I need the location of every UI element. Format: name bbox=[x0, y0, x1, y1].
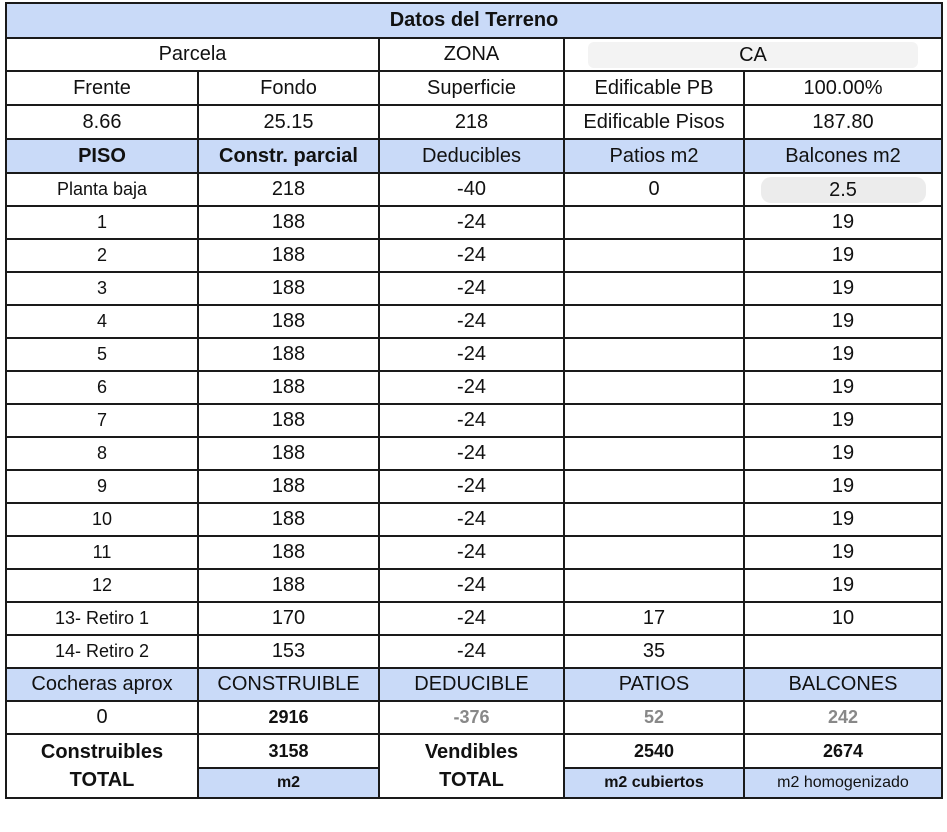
balcones-cell[interactable]: 19 bbox=[744, 536, 942, 569]
terrain-data-table bbox=[5, 2, 943, 799]
deducibles-cell[interactable]: -24 bbox=[379, 536, 564, 569]
patios-cell[interactable] bbox=[564, 239, 744, 272]
vendibles-label: Vendibles bbox=[424, 741, 519, 763]
deducibles-cell[interactable]: -40 bbox=[379, 173, 564, 206]
table-row bbox=[6, 536, 942, 569]
constr-parcial-cell[interactable]: 188 bbox=[198, 404, 379, 437]
constr-parcial-cell[interactable]: 170 bbox=[198, 602, 379, 635]
piso-cell[interactable]: 2 bbox=[6, 239, 198, 272]
construible-value[interactable]: 2916 bbox=[198, 701, 379, 734]
construibles-unit[interactable]: m2 bbox=[198, 768, 379, 798]
patios-cell[interactable] bbox=[564, 305, 744, 338]
constr-parcial-cell[interactable]: 188 bbox=[198, 338, 379, 371]
edificable-pisos-label[interactable]: Edificable Pisos bbox=[564, 105, 744, 139]
cubiertos-unit[interactable]: m2 cubiertos bbox=[564, 768, 744, 798]
balcones-cell[interactable] bbox=[744, 173, 942, 206]
constr-parcial-header[interactable]: Constr. parcial bbox=[198, 139, 379, 173]
deducibles-cell[interactable]: -24 bbox=[379, 602, 564, 635]
constr-parcial-cell[interactable]: 188 bbox=[198, 470, 379, 503]
constr-parcial-cell[interactable]: 188 bbox=[198, 569, 379, 602]
piso-cell[interactable]: 10 bbox=[6, 503, 198, 536]
fondo-value[interactable]: 25.15 bbox=[198, 105, 379, 139]
constr-parcial-cell[interactable]: 188 bbox=[198, 239, 379, 272]
patios-cell[interactable]: 0 bbox=[564, 173, 744, 206]
deducibles-cell[interactable]: -24 bbox=[379, 503, 564, 536]
table-row bbox=[6, 272, 942, 305]
table-row bbox=[6, 305, 942, 338]
piso-cell[interactable]: 7 bbox=[6, 404, 198, 437]
balcones-cell[interactable]: 19 bbox=[744, 503, 942, 536]
patios-cell[interactable] bbox=[564, 338, 744, 371]
patios-cell[interactable] bbox=[564, 404, 744, 437]
sheet-title[interactable]: Datos del Terreno bbox=[6, 3, 942, 38]
frente-value[interactable]: 8.66 bbox=[6, 105, 198, 139]
constr-parcial-cell[interactable]: 218 bbox=[198, 173, 379, 206]
deducibles-cell[interactable]: -24 bbox=[379, 272, 564, 305]
fondo-header[interactable]: Fondo bbox=[198, 71, 379, 105]
balcones-sum-header[interactable]: BALCONES bbox=[744, 668, 942, 701]
balcones-cell[interactable]: 19 bbox=[744, 404, 942, 437]
constr-parcial-cell[interactable]: 188 bbox=[198, 437, 379, 470]
vendibles-total-label[interactable] bbox=[379, 734, 564, 798]
piso-cell[interactable]: 11 bbox=[6, 536, 198, 569]
patios-sum-value[interactable]: 52 bbox=[564, 701, 744, 734]
zona-value-cell[interactable] bbox=[564, 38, 942, 71]
edificable-pb-value[interactable]: 100.00% bbox=[744, 71, 942, 105]
table-row bbox=[6, 173, 942, 206]
deducibles-cell[interactable]: -24 bbox=[379, 305, 564, 338]
balcones-cell[interactable]: 19 bbox=[744, 239, 942, 272]
table-row bbox=[6, 470, 942, 503]
piso-cell[interactable]: 8 bbox=[6, 437, 198, 470]
zona-label[interactable]: ZONA bbox=[379, 38, 564, 71]
zona-value: CA bbox=[588, 42, 918, 68]
patios-cell[interactable] bbox=[564, 206, 744, 239]
balcones-pb-value: 2.5 bbox=[761, 177, 926, 203]
constr-parcial-cell[interactable]: 188 bbox=[198, 536, 379, 569]
table-row bbox=[6, 371, 942, 404]
deducibles-cell[interactable]: -24 bbox=[379, 404, 564, 437]
homogenizado-total-value[interactable]: 2674 bbox=[744, 734, 942, 768]
deducible-value[interactable]: -376 bbox=[379, 701, 564, 734]
table-row bbox=[6, 635, 942, 668]
table-row bbox=[6, 338, 942, 371]
balcones-cell[interactable]: 19 bbox=[744, 437, 942, 470]
superficie-value[interactable]: 218 bbox=[379, 105, 564, 139]
constr-parcial-cell[interactable]: 188 bbox=[198, 305, 379, 338]
cocheras-value[interactable]: 0 bbox=[6, 701, 198, 734]
balcones-cell[interactable] bbox=[744, 635, 942, 668]
constr-parcial-cell[interactable]: 153 bbox=[198, 635, 379, 668]
piso-cell[interactable]: 14- Retiro 2 bbox=[6, 635, 198, 668]
patios-cell[interactable] bbox=[564, 272, 744, 305]
deducibles-cell[interactable]: -24 bbox=[379, 206, 564, 239]
deducibles-cell[interactable]: -24 bbox=[379, 437, 564, 470]
piso-cell[interactable]: 1 bbox=[6, 206, 198, 239]
superficie-header[interactable]: Superficie bbox=[379, 71, 564, 105]
balcones-cell[interactable]: 19 bbox=[744, 470, 942, 503]
deducibles-header[interactable]: Deducibles bbox=[379, 139, 564, 173]
patios-cell[interactable]: 17 bbox=[564, 602, 744, 635]
piso-cell[interactable]: 4 bbox=[6, 305, 198, 338]
constr-parcial-cell[interactable]: 188 bbox=[198, 272, 379, 305]
balcones-sum-value[interactable]: 242 bbox=[744, 701, 942, 734]
piso-cell[interactable]: 3 bbox=[6, 272, 198, 305]
constr-parcial-cell[interactable]: 188 bbox=[198, 206, 379, 239]
deducibles-cell[interactable]: -24 bbox=[379, 635, 564, 668]
construible-header[interactable]: CONSTRUIBLE bbox=[198, 668, 379, 701]
table-row bbox=[6, 239, 942, 272]
frente-header[interactable]: Frente bbox=[6, 71, 198, 105]
patios-cell[interactable] bbox=[564, 569, 744, 602]
patios-cell[interactable]: 35 bbox=[564, 635, 744, 668]
parcela-label[interactable]: Parcela bbox=[6, 38, 379, 71]
piso-cell[interactable]: 6 bbox=[6, 371, 198, 404]
deducibles-cell[interactable]: -24 bbox=[379, 371, 564, 404]
patios-header[interactable]: Patios m2 bbox=[564, 139, 744, 173]
piso-cell[interactable]: 5 bbox=[6, 338, 198, 371]
balcones-header[interactable]: Balcones m2 bbox=[744, 139, 942, 173]
patios-cell[interactable] bbox=[564, 437, 744, 470]
piso-cell[interactable]: 13- Retiro 1 bbox=[6, 602, 198, 635]
deducibles-cell[interactable]: -24 bbox=[379, 470, 564, 503]
balcones-cell[interactable]: 19 bbox=[744, 305, 942, 338]
deducibles-cell[interactable]: -24 bbox=[379, 569, 564, 602]
balcones-cell[interactable]: 19 bbox=[744, 272, 942, 305]
deducible-header[interactable]: DEDUCIBLE bbox=[379, 668, 564, 701]
piso-cell[interactable]: 12 bbox=[6, 569, 198, 602]
cocheras-header[interactable]: Cocheras aprox bbox=[6, 668, 198, 701]
edificable-pb-label[interactable]: Edificable PB bbox=[564, 71, 744, 105]
piso-header[interactable]: PISO bbox=[6, 139, 198, 173]
patios-cell[interactable] bbox=[564, 536, 744, 569]
construibles-total-value[interactable]: 3158 bbox=[198, 734, 379, 768]
piso-cell[interactable]: Planta baja bbox=[6, 173, 198, 206]
vendibles-total-word: TOTAL bbox=[439, 769, 504, 791]
construibles-total-label[interactable] bbox=[6, 734, 198, 798]
table-row bbox=[6, 569, 942, 602]
balcones-cell[interactable]: 19 bbox=[744, 569, 942, 602]
balcones-cell[interactable]: 19 bbox=[744, 206, 942, 239]
construibles-total-word: TOTAL bbox=[69, 769, 135, 791]
deducibles-cell[interactable]: -24 bbox=[379, 338, 564, 371]
table-row bbox=[6, 404, 942, 437]
cubiertos-total-value[interactable]: 2540 bbox=[564, 734, 744, 768]
table-row bbox=[6, 206, 942, 239]
table-row bbox=[6, 503, 942, 536]
balcones-cell[interactable]: 19 bbox=[744, 371, 942, 404]
patios-sum-header[interactable]: PATIOS bbox=[564, 668, 744, 701]
deducibles-cell[interactable]: -24 bbox=[379, 239, 564, 272]
piso-cell[interactable]: 9 bbox=[6, 470, 198, 503]
balcones-cell[interactable]: 19 bbox=[744, 338, 942, 371]
homogenizado-unit[interactable]: m2 homogenizado bbox=[744, 768, 942, 798]
construibles-label: Construibles bbox=[40, 741, 164, 763]
patios-cell[interactable] bbox=[564, 503, 744, 536]
balcones-cell[interactable]: 10 bbox=[744, 602, 942, 635]
constr-parcial-cell[interactable]: 188 bbox=[198, 371, 379, 404]
constr-parcial-cell[interactable]: 188 bbox=[198, 503, 379, 536]
edificable-pisos-value[interactable]: 187.80 bbox=[744, 105, 942, 139]
patios-cell[interactable] bbox=[564, 470, 744, 503]
table-row bbox=[6, 437, 942, 470]
patios-cell[interactable] bbox=[564, 371, 744, 404]
table-row bbox=[6, 602, 942, 635]
